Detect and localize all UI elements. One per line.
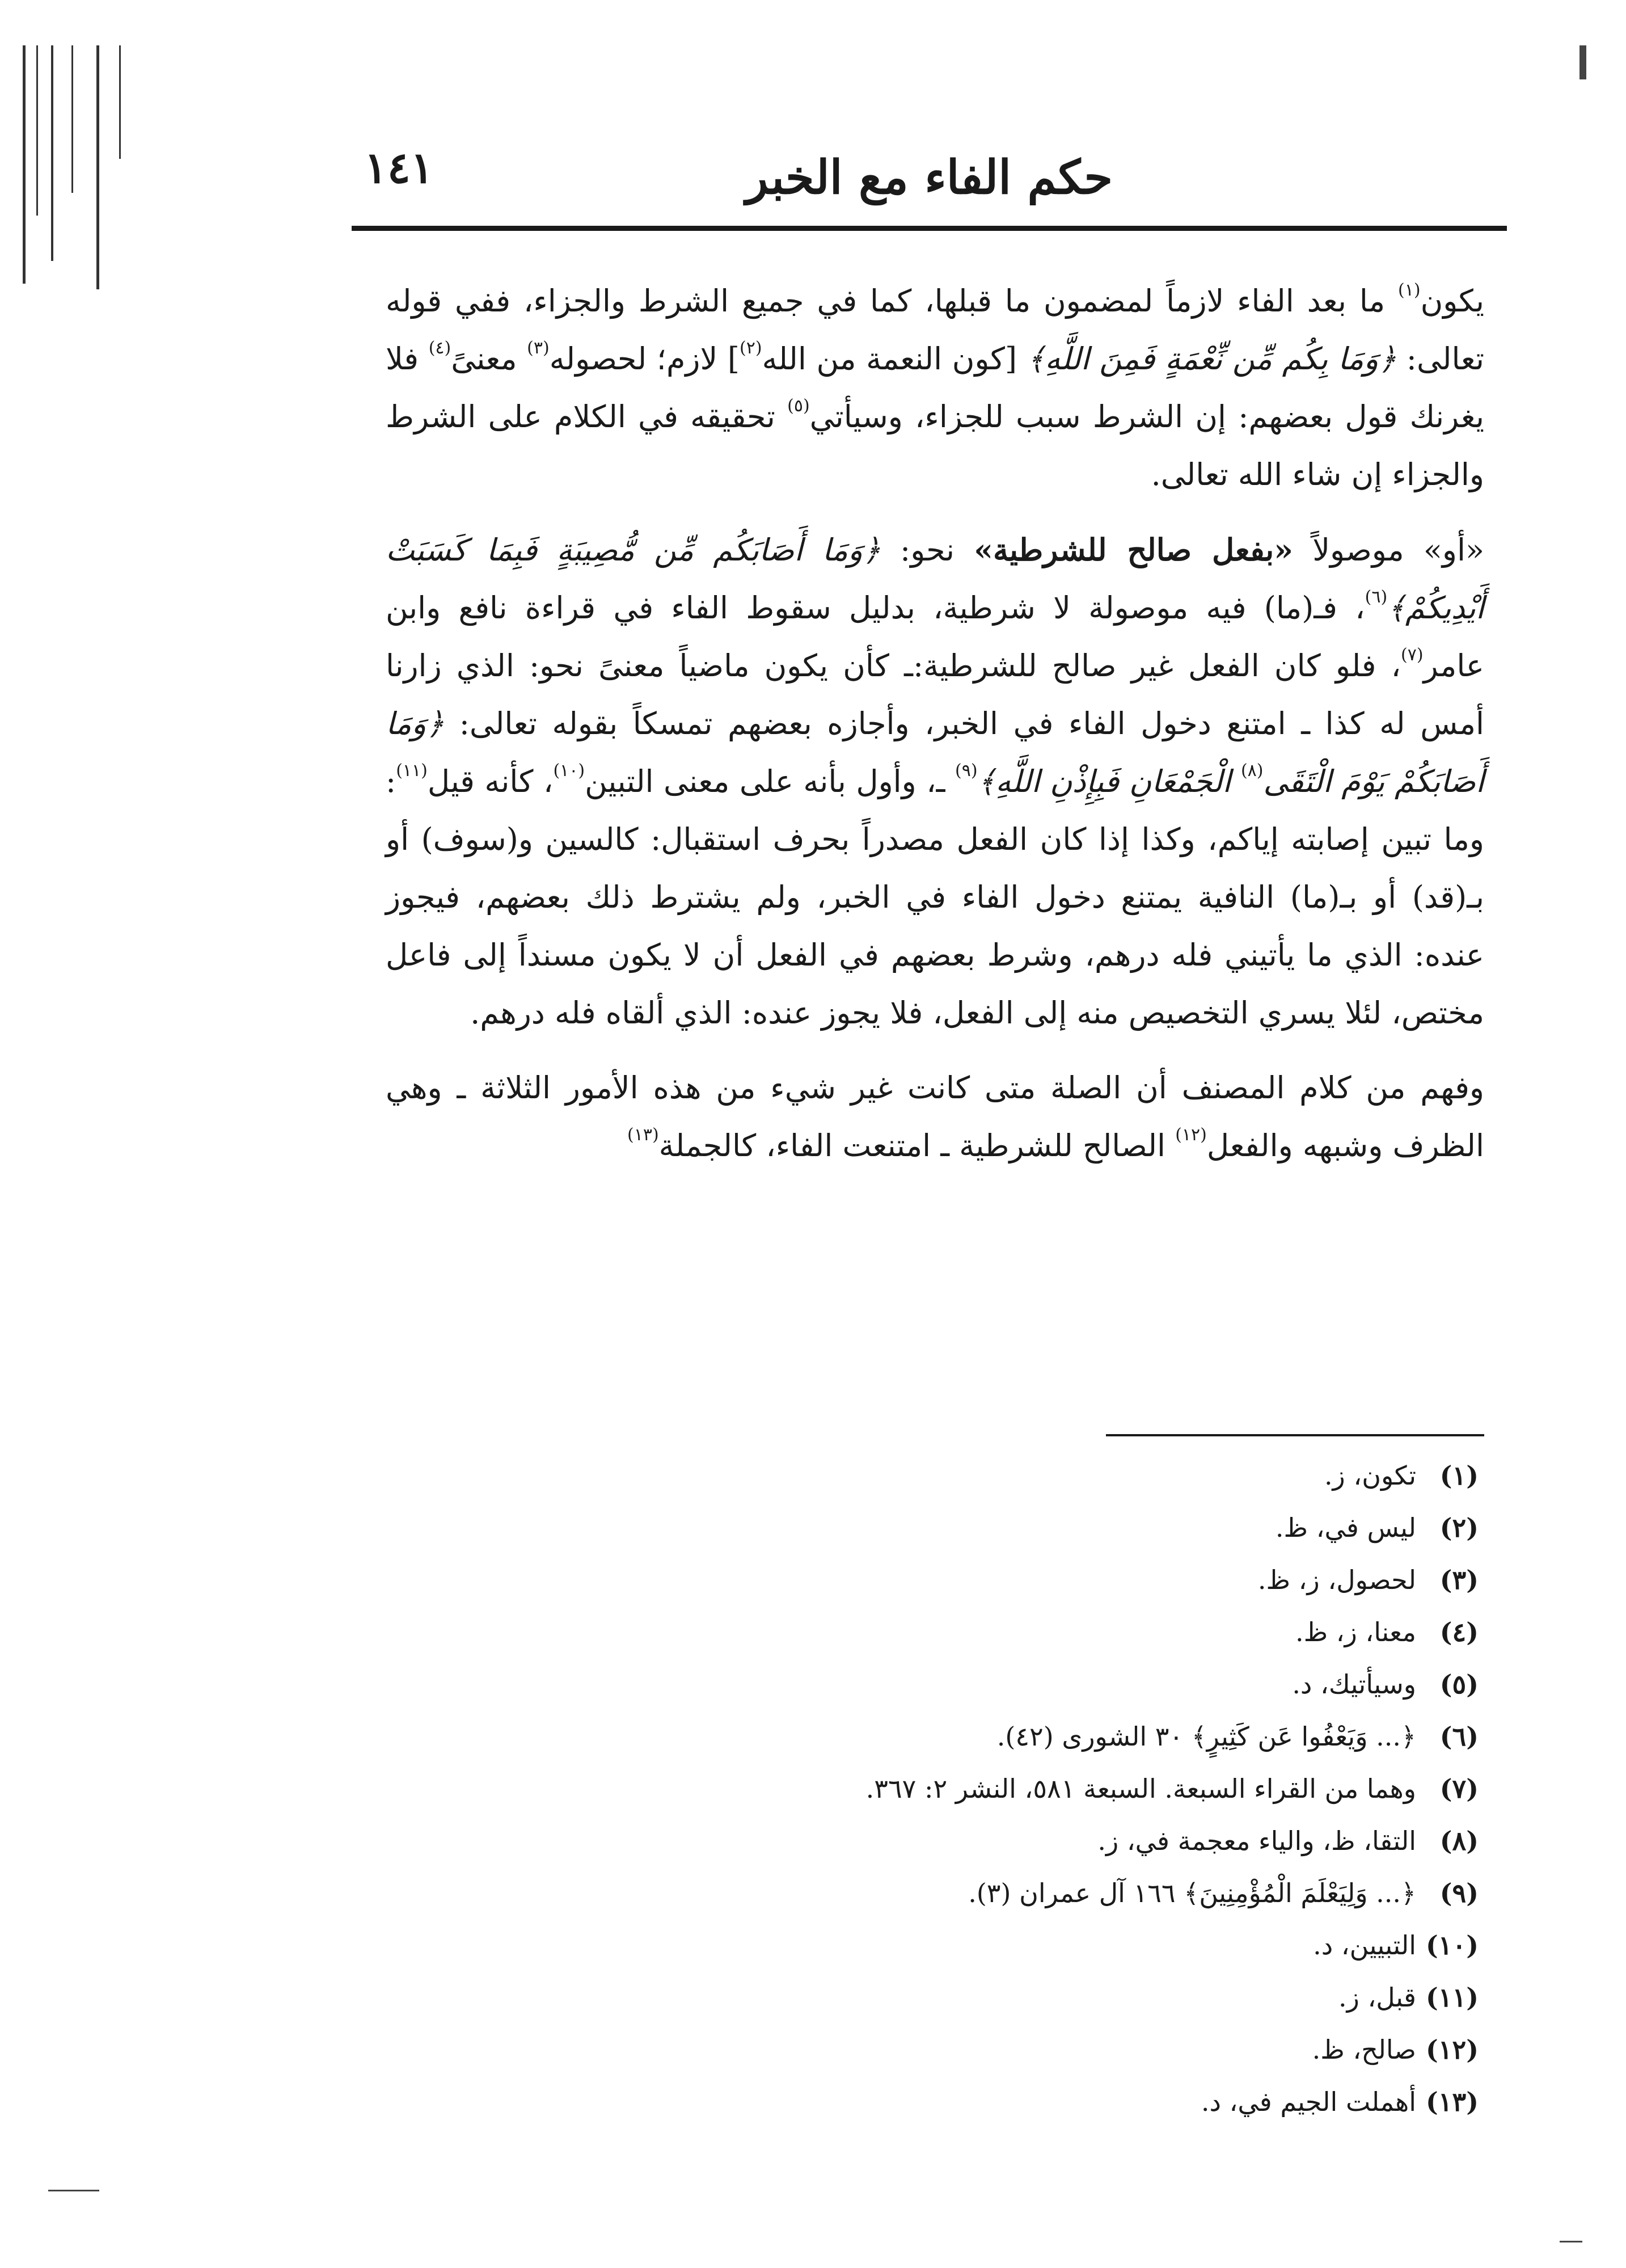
footnote — [386, 2024, 1479, 2076]
footnote — [386, 1815, 1479, 1867]
footnote-text: ﴿... وَلِيَعْلَمَ الْمُؤْمِنِينَ﴾ ١٦٦ آل عمران (٣). — [968, 1878, 1416, 1908]
paragraph-3: وفهم من كلام المصنف أن الصلة متى كانت غير شيء من هذه الأمور الثلاثة ـ وهي الظرف وشبهه والفعل$^{(١٢)}$ الصالح للشرطية ـ امتنعت الفاء، كالجملة$^{(١٣)}$ — [386, 1070, 1484, 1163]
footnote — [386, 1554, 1479, 1606]
footnote-number: (١٢) — [1426, 2034, 1479, 2065]
footnote-number: (١٣) — [1426, 2086, 1479, 2117]
footnote-text: ﴿... وَيَعْفُوا عَن كَثِيرٍ﴾ ٣٠ الشورى (٤٢). — [996, 1721, 1416, 1752]
page-header — [352, 133, 1507, 218]
footnote-ref: (٧) — [1401, 645, 1424, 665]
footnote-text: قبل، ز. — [1338, 1982, 1416, 2013]
footnote-number: (١٠) — [1426, 1930, 1479, 1961]
quran-verse: ﴿وَمَا أَصَابَكُم مِّن مُّصِيبَةٍ فَبِمَا كَسَبَتْ أَيْدِيكُمْ﴾ — [386, 532, 1484, 626]
footnote — [386, 1502, 1479, 1554]
footnote-ref: (٥) — [787, 396, 810, 416]
footnotes — [386, 1449, 1479, 2128]
footnote-ref: (١٢) — [1175, 1125, 1207, 1145]
quran-verse: الْجَمْعَانِ فَبِإِذْنِ اللَّهِ﴾ — [977, 764, 1231, 799]
footnote-rule — [1106, 1434, 1484, 1436]
footnote-ref: (١٠) — [553, 761, 585, 781]
quran-verse: ﴿وَمَا أَصَابَكُمْ يَوْمَ الْتَقَى — [386, 706, 1485, 799]
footnote-ref: (١١) — [396, 761, 428, 781]
footnote-number: (٣) — [1439, 1565, 1479, 1595]
footnote-ref: (٨) — [1240, 761, 1264, 781]
footnote-ref: (٩) — [955, 761, 978, 781]
footnote-text: أهملت الجيم في، د. — [1201, 2086, 1416, 2117]
footnote-number: (٥) — [1439, 1669, 1479, 1700]
footnote — [386, 1867, 1479, 1919]
footnote-number: (٤) — [1439, 1617, 1479, 1647]
footnote-number: (٦) — [1439, 1721, 1479, 1752]
footnote-number: (٨) — [1439, 1826, 1479, 1856]
scan-speck — [48, 2190, 99, 2191]
footnote — [386, 1449, 1479, 1502]
footnote-text: معنا، ز، ظ. — [1295, 1617, 1416, 1647]
footnote — [386, 1658, 1479, 1710]
scan-speck — [1579, 45, 1586, 79]
paragraph-1: يكون$^{(١)}$ ما بعد الفاء لازماً لمضمون ما قبلها، كما في جميع الشرط والجزاء، ففي قوله تعالى: ﴿وَمَا بِكُم مِّن نِّعْمَةٍ فَمِنَ اللَّهِ﴾ [كون النعمة من الله$^{(٢)}$] لازم؛ لحصوله$^{(٣)}$ معنىً$^{(٤)}$ فلا يغرنك قول بعضهم: إن الشرط سبب للجزاء، وسيأتي$^{(٥)}$ تحقيقه في الكلام على الشرط والجزاء إن شاء الله تعالى. — [386, 280, 1485, 492]
footnote-text: ليس في، ظ. — [1275, 1512, 1416, 1543]
footnote-ref: (٢) — [740, 338, 762, 358]
footnote-number: (٩) — [1439, 1878, 1479, 1908]
scan-speck — [1560, 2241, 1582, 2242]
footnote-text: تكون، ز. — [1324, 1460, 1416, 1491]
footnote — [386, 1971, 1479, 2024]
footnote-ref: (٦) — [1365, 587, 1388, 607]
footnote-text: التبيين، د. — [1313, 1930, 1416, 1961]
quran-verse: ﴿وَمَا بِكُم مِّن نِّعْمَةٍ فَمِنَ اللَّهِ﴾ — [1027, 341, 1397, 377]
footnote — [386, 2076, 1479, 2128]
footnote-ref: (٤) — [428, 338, 451, 358]
footnote-ref: (١٣) — [627, 1125, 659, 1145]
footnote-text: صالح، ظ. — [1312, 2034, 1416, 2065]
footnote — [386, 1919, 1479, 1971]
footnote-ref: (١) — [1398, 280, 1421, 300]
footnote-text: وسيأتيك، د. — [1292, 1669, 1416, 1700]
footnote-number: (٢) — [1439, 1512, 1479, 1543]
footnote — [386, 1763, 1479, 1815]
page-number: ١٤١ — [364, 142, 434, 193]
footnote — [386, 1606, 1479, 1658]
footnote-ref: (٣) — [527, 338, 550, 358]
binding-shadow — [17, 45, 125, 295]
header-rule — [352, 226, 1507, 231]
footnote-text: وهما من القراء السبعة. السبعة ٥٨١، النشر ٢: ٣٦٧. — [865, 1773, 1416, 1804]
footnote — [386, 1710, 1479, 1763]
paragraph-2: «أو» موصولاً «بفعل صالح للشرطية» نحو: ﴿وَمَا أَصَابَكُم مِّن مُّصِيبَةٍ فَبِمَا كَسَبَتْ أَيْدِيكُمْ﴾$^{(٦)}$، فـ(ما) فيه موصولة لا شرطية، بدليل سقوط الفاء في قراءة نافع وابن عامر$^{(٧)}$، فلو كان الفعل غير صالح للشرطية:ـ كأن يكون ماضياً معنىً نحو: الذي زارنا أمس له كذا ـ امتنع دخول الفاء في الخبر، وأجازه بعضهم تمسكاً بقوله تعالى: ﴿وَمَا أَصَابَكُمْ يَوْمَ الْتَقَى$^{(٨)}$ الْجَمْعَانِ فَبِإِذْنِ اللَّهِ﴾$^{(٩)}$ ـ، وأول بأنه على معنى التبين$^{(١٠)}$، كأنه قيل$^{(١١)}$: وما تبين إصابته إياكم، وكذا إذا كان الفعل مصدراً بحرف استقبال: كالسين و(سوف) أو بـ(قد) أو بـ(ما) النافية يمتنع دخول الفاء في الخبر، ولم يشترط ذلك بعضهم، فيجوز عنده: الذي ما يأتيني فله درهم، وشرط بعضهم في الفعل أن لا يكون مسنداً إلى فاعل مختص، لئلا يسري التخصيص منه إلى الفعل، فلا يجوز عنده: الذي ألقاه فله درهم. — [386, 532, 1485, 1031]
footnote-number: (١) — [1439, 1460, 1479, 1491]
running-title: حكم الفاء مع الخبر — [745, 150, 1113, 205]
footnote-number: (٧) — [1439, 1773, 1479, 1804]
body-text — [386, 272, 1484, 1192]
footnote-text: لحصول، ز، ظ. — [1257, 1565, 1416, 1595]
footnote-number: (١١) — [1426, 1982, 1479, 2013]
footnote-text: التقا، ظ، والياء معجمة في، ز. — [1097, 1826, 1416, 1856]
